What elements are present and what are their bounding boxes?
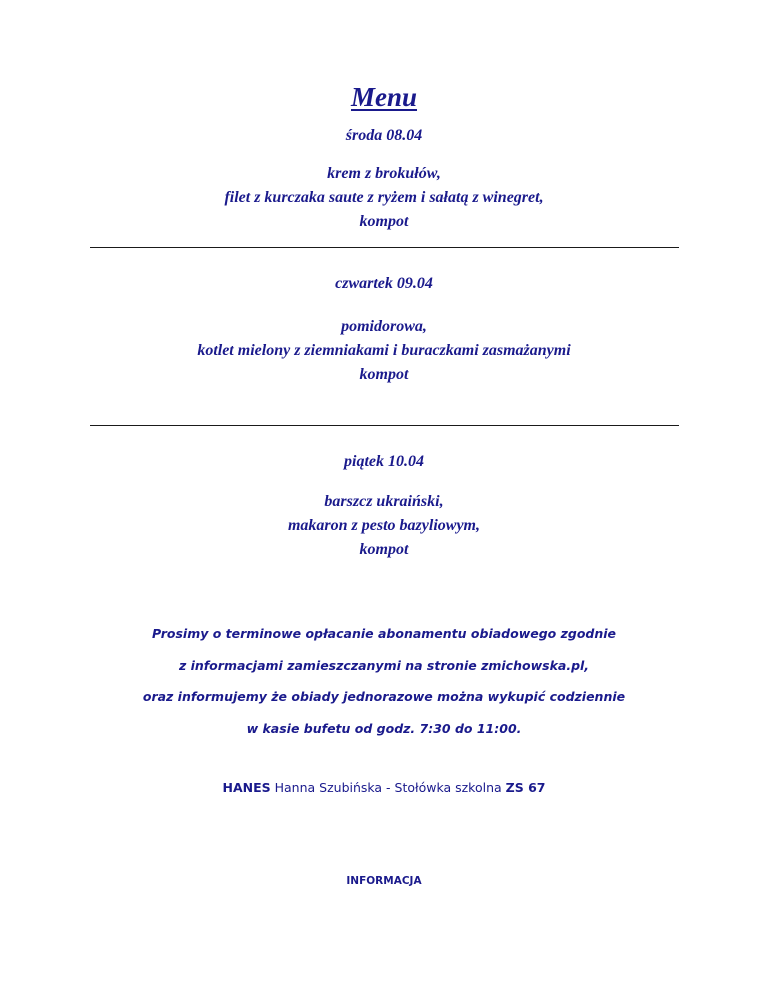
dish-item: krem z brokułów, — [327, 165, 441, 182]
owner-text: Hanna Szubińska - Stołówka szkolna — [274, 780, 502, 795]
dish-item: barszcz ukraiński, — [324, 493, 444, 510]
notice-line: Prosimy o terminowe opłacanie abonamentu obiadowego zgodnie — [151, 626, 617, 641]
notice-line: w kasie bufetu od godz. 7:30 do 11:00. — [246, 721, 522, 736]
dish-item: kompot — [359, 213, 409, 230]
day-heading-thursday: czwartek 09.04 — [335, 275, 433, 292]
info-label: INFORMACJA — [346, 875, 422, 887]
divider-line — [90, 247, 679, 248]
day-heading-friday: piątek 10.04 — [344, 453, 424, 470]
notice-line: z informacjami zamieszczanymi na stronie zmichowska.pl, — [178, 658, 590, 673]
dish-list-friday — [0, 490, 768, 562]
school-code: ZS 67 — [505, 780, 546, 795]
company-name: HANES — [222, 780, 271, 795]
dish-item: kotlet mielony z ziemniakami i buraczkami zasmażanymi — [197, 342, 571, 359]
footer-line — [0, 780, 768, 795]
page-title: Menu — [350, 82, 418, 112]
dish-item: filet z kurczaka saute z ryżem i sałatą z winegret, — [224, 189, 544, 206]
notice-line: oraz informujemy że obiady jednorazowe można wykupić codziennie — [142, 689, 626, 704]
dish-list-thursday — [0, 315, 768, 387]
dish-item: pomidorowa, — [341, 318, 427, 335]
dish-item: kompot — [359, 541, 409, 558]
dish-item: makaron z pesto bazyliowym, — [287, 517, 480, 534]
dish-list-wednesday — [0, 162, 768, 234]
divider-line — [90, 425, 679, 426]
dish-item: kompot — [359, 366, 409, 383]
day-heading-wednesday: środa 08.04 — [345, 127, 423, 144]
